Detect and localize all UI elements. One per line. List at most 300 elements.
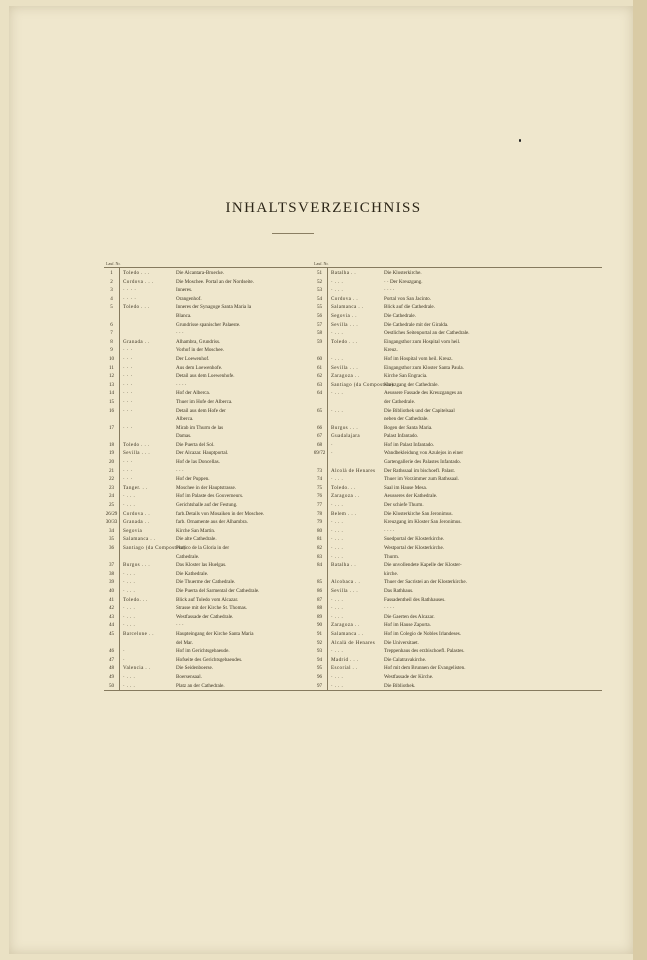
entry-number: 95 — [316, 665, 323, 672]
entry-title: Hof im Palaste des Gouverneurs. — [176, 493, 244, 500]
entry-number: 6 — [110, 321, 113, 328]
entry-number: 46 — [108, 648, 115, 655]
entry-title: Der Rathssaal im bischoefl. Palast. — [384, 467, 456, 474]
toc-entry — [312, 664, 602, 673]
entry-number: 56 — [316, 312, 323, 319]
entry-number: 91 — [316, 630, 323, 637]
entry-number: 45 — [108, 630, 115, 637]
entry-place: · . . . — [331, 287, 344, 294]
entry-number: 96 — [316, 673, 323, 680]
entry-number: 76 — [316, 493, 323, 500]
entry-title: Die Puerta del Sol. — [176, 441, 215, 448]
entry-title: Bogen der Santa Maria. — [384, 424, 433, 431]
toc-entry — [312, 587, 602, 596]
toc-entry — [312, 269, 602, 278]
entry-number: 36 — [108, 545, 115, 551]
entry-title: neben der Cathedrale. — [384, 416, 429, 423]
toc-entry — [312, 321, 602, 330]
entry-title: Hof de las Doncellas. — [176, 459, 220, 466]
entry-title: Die Cathedrale mit der Giralda. — [384, 321, 449, 328]
entry-title: Die Bibliothek. — [384, 682, 416, 689]
toc-entry — [312, 578, 602, 587]
entry-place: · . . . — [123, 622, 136, 629]
entry-place: Cordova . . — [123, 510, 151, 517]
entry-place: Segovia — [123, 527, 143, 534]
entry-place — [119, 321, 175, 330]
entry-place: Barcelone . . — [123, 630, 154, 637]
toc-entry — [312, 398, 602, 407]
entry-place: Burgos . . . — [331, 424, 359, 431]
entry-place: · . . . — [123, 682, 136, 689]
entry-number: 81 — [316, 536, 323, 543]
entry-place: · — [331, 441, 334, 448]
entry-number — [104, 415, 119, 424]
entry-place: Toledo. . . — [331, 484, 356, 491]
entry-title: Hof im Hospital vom heil. Kreuz. — [384, 355, 453, 362]
entry-number: 82 — [316, 545, 323, 551]
entry-title: Hofseite des Gerichtsgebaeudes. — [176, 656, 243, 663]
entry-number: 22 — [108, 476, 115, 483]
entry-title: Aeusseres der Kathedrale. — [384, 493, 438, 500]
toc-entry — [312, 346, 602, 355]
entry-place — [327, 458, 383, 467]
entry-number: 55 — [316, 304, 323, 311]
entry-place: · . . . — [123, 579, 136, 586]
entry-number: 79 — [316, 519, 323, 526]
entry-title: Hof im Hause Zaporta. — [384, 622, 431, 629]
entry-number: 74 — [316, 476, 323, 483]
entry-number: 35 — [108, 536, 115, 543]
entry-title: Die Seidenboerse. — [176, 665, 214, 672]
entry-place: · · · · — [123, 295, 137, 302]
entry-place: Toledo . . . — [123, 441, 150, 448]
toc-entry — [312, 501, 602, 510]
toc-entry — [312, 475, 602, 484]
entry-place — [327, 398, 383, 407]
entry-place: · . . . — [331, 330, 344, 337]
entry-number: 85 — [316, 579, 323, 586]
entry-number: 92 — [316, 639, 323, 646]
toc-entry — [312, 389, 602, 398]
toc-entry — [312, 535, 602, 544]
entry-place: Toledo. . . — [123, 596, 148, 603]
entry-number: 44 — [108, 622, 115, 629]
entry-title: Grundrisse spanischer Palaeste. — [176, 321, 241, 328]
entry-title: Hof im Gerichtsgebaeude. — [176, 648, 230, 655]
entry-title: · · Der Kreuzgang. — [384, 278, 423, 285]
entry-title: Orangenhof. — [176, 295, 202, 302]
entry-title: kirche. — [384, 570, 399, 577]
entry-title: Hof der Puppen. — [176, 476, 210, 483]
entry-title: Kreuzgang im Kloster San Jeronimus. — [384, 519, 462, 526]
toc-entry — [312, 570, 602, 579]
toc-entry — [312, 596, 602, 605]
entry-number — [312, 398, 327, 407]
entry-number: 58 — [316, 330, 323, 337]
entry-place: · · · · — [123, 287, 137, 294]
entry-place: · . . . — [123, 673, 136, 680]
entry-place: · . . . — [331, 527, 344, 534]
toc-entry — [312, 467, 602, 476]
toc-entry — [312, 432, 602, 441]
entry-title: · · · · — [384, 287, 395, 294]
entry-number: 49 — [108, 673, 115, 680]
entry-title: Hof der Alberca. — [176, 390, 211, 397]
entry-place: · . . . — [123, 613, 136, 620]
toc-entry — [312, 286, 602, 295]
entry-title: Inneres der Synagoge Santa Maria la — [176, 304, 252, 311]
toc-entry — [312, 604, 602, 613]
toc-entry — [312, 492, 602, 501]
entry-title: Die Alcantara-Bruecke. — [176, 270, 225, 276]
toc-entry — [312, 295, 602, 304]
entry-number: 39 — [108, 579, 115, 586]
entry-place: · — [123, 656, 126, 663]
toc-entry — [312, 312, 602, 321]
entry-number: 87 — [316, 596, 323, 603]
column-header: Lauf. Nr. — [106, 261, 121, 266]
toc-entry — [312, 449, 602, 458]
entry-title: Die Klosterkirche San Jeronimus. — [384, 510, 453, 517]
toc-entry — [312, 355, 602, 364]
entry-title: Haupteingang der Kirche Santa Maria — [176, 630, 254, 637]
entry-place: · . . . — [331, 519, 344, 526]
entry-number: 34 — [108, 527, 115, 534]
entry-title: Der Alcazar. Hauptportal. — [176, 450, 229, 457]
entry-number: 38 — [108, 570, 115, 577]
entry-title: Westfassade der Kirche. — [384, 673, 434, 680]
entry-number: 43 — [108, 613, 115, 620]
entry-place: Escorial . . — [331, 665, 358, 672]
entry-title: Die Cathedrale. — [384, 312, 416, 319]
entry-place: · . . . — [331, 536, 344, 543]
entry-title: · · · · — [384, 605, 395, 612]
entry-place: · · · — [123, 476, 133, 483]
entry-place: Zaragoza . . — [331, 622, 360, 629]
entry-place: Sevilla . . . — [331, 321, 358, 328]
toc-entry — [312, 682, 602, 691]
toc-entry — [312, 415, 602, 424]
entry-number: 68 — [316, 441, 323, 448]
entry-place: Valencia . . — [123, 665, 151, 672]
entry-number — [104, 432, 119, 441]
entry-title: Das Kloster las Huelgas. — [176, 562, 227, 569]
entry-title: Kreuzgang der Cathedrale. — [384, 381, 439, 388]
entry-number: 50 — [108, 682, 115, 689]
entry-number: 61 — [316, 364, 323, 371]
entry-number: 57 — [316, 321, 323, 328]
entry-place: · · · — [123, 398, 133, 405]
entry-number: 20 — [108, 459, 115, 466]
entry-title: Thuer im Vorzimmer zum Rathssaal. — [384, 476, 459, 483]
entry-number: 9 — [110, 347, 113, 354]
entry-title: Das Rathhaus. — [384, 587, 414, 594]
entry-number: 94 — [316, 656, 323, 663]
entry-title: Mirab im Thurm de las — [176, 424, 224, 431]
toc-entry — [312, 544, 602, 553]
entry-title: Detail aus dem Loewenhofe. — [176, 373, 235, 380]
entry-title: Eingangsthor zum Kloster Santa Paula. — [384, 364, 464, 371]
entry-place: · . . . — [123, 605, 136, 612]
entry-title: Aeussere Fassade des Kreuzganges an — [384, 390, 463, 397]
page-title: INHALTSVERZEICHNISS — [225, 200, 422, 216]
entry-number: 30/33 — [105, 519, 118, 526]
toc-entry — [312, 673, 602, 682]
entry-number: 1 — [110, 270, 113, 276]
entry-number: 77 — [316, 502, 323, 509]
entry-place: Tanger. . . — [123, 484, 148, 491]
entry-place — [119, 553, 175, 562]
entry-place: Zaragoza . . — [331, 373, 360, 380]
entry-place — [119, 639, 175, 648]
entry-title: Alberca. — [176, 416, 194, 423]
entry-number: 41 — [108, 596, 115, 603]
entry-number: 73 — [316, 467, 323, 474]
entry-number — [312, 346, 327, 355]
entry-place: Madrid . . . — [331, 656, 359, 663]
entry-place: · · · — [123, 347, 133, 354]
column-header: Lauf. Nr. — [314, 261, 329, 266]
entry-title: Die Thuerme der Cathedrale. — [176, 579, 236, 586]
entry-place: · · · — [123, 407, 133, 414]
entry-title: Kirche San Martin. — [176, 527, 216, 534]
entry-number: 65 — [316, 407, 323, 414]
toc-entry — [312, 630, 602, 639]
entry-place: · . . . — [331, 596, 344, 603]
entry-place: · . . . — [331, 278, 344, 285]
entry-place: · . . . — [331, 355, 344, 362]
entry-number: 25 — [108, 502, 115, 509]
entry-title: Moschee in der Hauptstrasse. — [176, 484, 236, 491]
entry-place — [327, 415, 383, 424]
entry-number: 97 — [316, 682, 323, 689]
entry-place: · . . . — [331, 613, 344, 620]
toc-entry — [312, 656, 602, 665]
toc-entry — [312, 510, 602, 519]
entry-title: · · · — [176, 622, 184, 629]
entry-title: Fassadentheil des Rathhauses. — [384, 596, 446, 603]
entry-number: 89 — [316, 613, 323, 620]
entry-place — [119, 329, 175, 338]
entry-number: 14 — [108, 390, 115, 397]
entry-number: 67 — [316, 433, 323, 440]
entry-number — [104, 553, 119, 562]
entry-place: Alcalà de Henares — [331, 639, 376, 646]
entry-number: 10 — [108, 355, 115, 362]
toc-entry — [312, 553, 602, 562]
entry-number: 78 — [316, 510, 323, 517]
entry-number: 16 — [108, 407, 115, 414]
entry-place: Salamanca . . — [331, 304, 364, 311]
toc-entry — [312, 458, 602, 467]
entry-title: Die Klosterkirche. — [384, 270, 422, 276]
entry-title: Gerichtshalle auf der Festung. — [176, 502, 238, 509]
entry-place — [327, 570, 383, 579]
entry-number: 19 — [108, 450, 115, 457]
entry-place: Toledo . . . — [331, 338, 358, 345]
toc-entry — [312, 441, 602, 450]
entry-place: Santiago (da Compostela) — [331, 381, 394, 388]
entry-title: Strasse mit der Kirche St. Thomas. — [176, 605, 248, 612]
entry-place — [327, 346, 383, 355]
entry-place: · . . . — [331, 407, 344, 414]
entry-place: · . . . — [331, 673, 344, 680]
toc-entry — [312, 303, 602, 312]
entry-title: Die alte Cathedrale. — [176, 536, 217, 543]
toc-entry — [312, 518, 602, 527]
entry-number — [104, 312, 119, 321]
toc-entry — [312, 527, 602, 536]
entry-place: · · · — [123, 459, 133, 466]
entry-number: 26/29 — [105, 510, 118, 517]
entry-title: Die Bibliothek und der Capitelsaal — [384, 407, 455, 414]
entry-title: farb.Details von Mosaiken in der Moschee. — [176, 510, 265, 517]
entry-title: Die Puerta del Sarmental der Cathedrale. — [176, 587, 260, 594]
entry-number: 86 — [316, 587, 323, 594]
entry-number: 18 — [108, 441, 115, 448]
entry-number: 48 — [108, 665, 115, 672]
entry-place: Burgos . . . — [123, 562, 151, 569]
entry-place: Sevilla . . . — [123, 450, 150, 457]
entry-number: 69/72 — [313, 450, 326, 457]
entry-number — [312, 458, 327, 467]
entry-title: · · · · — [384, 527, 395, 534]
entry-place: · . . . — [123, 570, 136, 577]
entry-number: 54 — [316, 295, 323, 302]
toc-entry — [312, 278, 602, 287]
entry-place: · . . . — [331, 605, 344, 612]
entry-place: Granada . . — [123, 338, 150, 345]
entry-title: Hof mit dem Brunnen der Evangelisten. — [384, 665, 466, 672]
entry-title: Der Loewenhof. — [176, 355, 210, 362]
entry-title: Westportal der Klosterkirche. — [384, 545, 444, 551]
toc-entry — [312, 647, 602, 656]
entry-title: Blick auf die Cathedrale. — [384, 304, 435, 311]
entry-number: 42 — [108, 605, 115, 612]
entry-place: Alcolà de Henares — [331, 467, 376, 474]
entry-place: · . . . — [331, 390, 344, 397]
entry-title: Hof im Colegio de Nobles Irlandeses. — [384, 630, 461, 637]
entry-title: Vorhof in der Moschee. — [176, 347, 225, 354]
entry-place: · . . . — [123, 493, 136, 500]
ink-speck — [519, 139, 521, 142]
entry-place — [119, 312, 175, 321]
entry-number: 15 — [108, 398, 115, 405]
entry-title: Kirche San Engracia. — [384, 373, 428, 380]
entry-place: · — [123, 648, 126, 655]
entry-title: Boersensaal. — [176, 673, 202, 680]
entry-place: Belem . . . — [331, 510, 357, 517]
entry-title: Hof im Palast Infantado. — [384, 441, 435, 448]
entry-place: Toledo . . . — [123, 304, 150, 311]
entry-place: Guadalajara — [331, 433, 361, 440]
toc-entry — [312, 407, 602, 416]
entry-place: Batalha . . — [331, 270, 357, 276]
entry-title: Die unvollendete Kapelle der Kloster- — [384, 562, 462, 569]
entry-title: Gartengallerie des Palastes Infantado. — [384, 459, 461, 466]
entry-place: Segovia . . — [331, 312, 357, 319]
entry-number: 84 — [316, 562, 323, 569]
entry-place: · . . . — [331, 476, 344, 483]
entry-place: · . . . — [331, 545, 344, 551]
entry-place: · · · — [123, 355, 133, 362]
entry-title: Die Calatravakirche. — [384, 656, 427, 663]
entry-number: 80 — [316, 527, 323, 534]
entry-title: Der schiefe Thurm. — [384, 502, 424, 509]
toc-entry — [312, 381, 602, 390]
entry-number: 51 — [316, 270, 323, 276]
toc-entry — [312, 364, 602, 373]
entry-title: Suedportal der Klosterkirche. — [384, 536, 445, 543]
entry-place: · . . . — [123, 587, 136, 594]
entry-number: 23 — [108, 484, 115, 491]
entry-place: Alcobaca . . — [331, 579, 361, 586]
entry-title: Die Universitaet. — [384, 639, 419, 646]
entry-title: Oestliches Seitenportal an der Cathedrale. — [384, 330, 470, 337]
entry-number: 52 — [316, 278, 323, 285]
entry-number: 90 — [316, 622, 323, 629]
entry-number: 13 — [108, 381, 115, 388]
entry-place: Sevilla . . . — [331, 364, 358, 371]
entry-title: · · · — [176, 330, 184, 337]
toc-entry — [312, 372, 602, 381]
toc-entry — [312, 621, 602, 630]
entry-number: 59 — [316, 338, 323, 345]
entry-place: Salamanca . . — [331, 630, 364, 637]
entry-title: Kreuz. — [384, 347, 398, 354]
entry-title: · · · · — [176, 381, 187, 388]
entry-number: 88 — [316, 605, 323, 612]
title-rule — [272, 233, 314, 234]
entry-place — [119, 432, 175, 441]
entry-place — [119, 415, 175, 424]
toc-entry — [312, 561, 602, 570]
entry-place: Granada . . — [123, 519, 150, 526]
entry-title: Blick auf Toledo vom Alcazar. — [176, 596, 239, 603]
entry-number: 63 — [316, 381, 323, 388]
entry-number — [104, 639, 119, 648]
entry-title: del Mar. — [176, 639, 193, 646]
entry-title: Platz an der Cathedrale. — [176, 682, 225, 689]
entry-number: 5 — [110, 304, 113, 311]
entry-place: · . . . — [331, 553, 344, 560]
entry-title: Aus dem Loewenhofe. — [176, 364, 223, 371]
entry-title: Thuer der Sacristei an der Klosterkirche. — [384, 579, 467, 586]
entry-title: Blanca. — [176, 312, 192, 319]
entry-title: Die Kathedrale. — [176, 570, 209, 577]
entry-place: Santiago (da Compostela) — [123, 545, 186, 551]
entry-place: Salamanca . . — [123, 536, 156, 543]
entry-number: 60 — [316, 355, 323, 362]
entry-place: · · · — [123, 424, 133, 431]
entry-place: · · · — [123, 364, 133, 371]
toc-list-right — [312, 267, 602, 691]
entry-place: · . . . — [123, 502, 136, 509]
entry-title: farb. Ornamente aus der Alhambra. — [176, 519, 248, 526]
toc-entry — [312, 484, 602, 493]
entry-title: Eingangsthor zum Hospital vom heil. — [384, 338, 461, 345]
entry-title: Inneres. — [176, 287, 193, 294]
entry-number: 83 — [316, 553, 323, 560]
entry-title: Portico de la Gloria in der — [176, 545, 230, 551]
entry-place: · — [331, 450, 334, 457]
entry-number: 17 — [108, 424, 115, 431]
entry-title: Palast Infantado. — [384, 433, 419, 440]
toc-entry — [312, 338, 602, 347]
entry-number: 75 — [316, 484, 323, 491]
entry-number: 24 — [108, 493, 115, 500]
entry-title: Westfassade der Cathedrale. — [176, 613, 234, 620]
